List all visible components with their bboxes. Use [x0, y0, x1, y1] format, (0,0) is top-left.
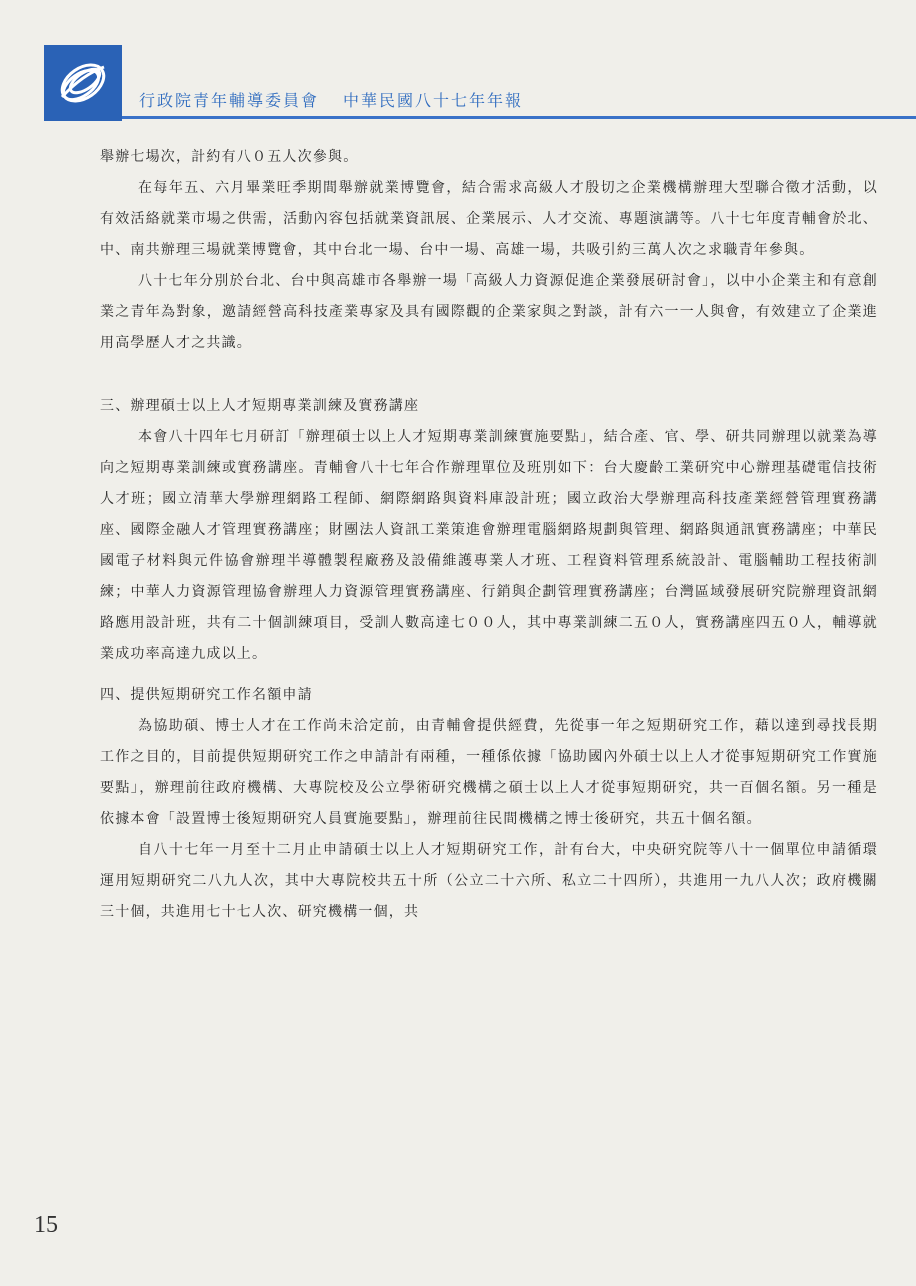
header-publication: 中華民國八十七年年報 [343, 91, 524, 110]
section-heading: 四、提供短期研究工作名額申請 [100, 687, 313, 703]
spacer [100, 670, 878, 680]
page-header [139, 88, 523, 111]
spacer [100, 359, 878, 391]
page-number: 15 [34, 1212, 58, 1238]
document-body [100, 142, 878, 928]
logo [44, 45, 122, 121]
header-org: 行政院青年輔導委員會 [139, 91, 320, 110]
logo-emblem-icon [44, 45, 122, 121]
section-heading: 三、辦理碩士以上人才短期專業訓練及實務講座 [100, 398, 420, 414]
header-rule [122, 116, 916, 119]
paragraph: 在每年五、六月畢業旺季期間舉辦就業博覽會，結合需求高級人才殷切之企業機構辦理大型聯合徵才活動，以有效活絡就業市場之供需，活動內容包括就業資訊展、企業展示、人才交流、專題演講等。八十七年度青輔會於北、中、南共辦理三場就業博覽會，其中台北一場、台中一場、高雄一場，共吸引約三萬人次之求職青年參與。 [100, 180, 878, 258]
paragraph: 為協助碩、博士人才在工作尚未洽定前，由青輔會提供經費，先從事一年之短期研究工作，藉以達到尋找長期工作之目的，目前提供短期研究工作之申請計有兩種，一種係依據「協助國內外碩士以上人才從事短期研究工作實施要點」，辦理前往政府機構、大專院校及公立學術研究機構之碩士以上人才從事短期研究，共一百個名額。另一種是依據本會「設置博士後短期研究人員實施要點」，辦理前往民間機構之博士後研究，共五十個名額。 [100, 718, 878, 827]
paragraph: 八十七年分別於台北、台中與高雄市各舉辦一場「高級人力資源促進企業發展研討會」，以中小企業主和有意創業之青年為對象，邀請經營高科技產業專家及具有國際觀的企業家與之對談，計有六一一人與會，有效建立了企業進用高學歷人才之共識。 [100, 273, 878, 351]
paragraph: 自八十七年一月至十二月止申請碩士以上人才短期研究工作，計有台大，中央研究院等八十一個單位申請循環運用短期研究二八九人次，其中大專院校共五十所（公立二十六所、私立二十四所），共進用一九八人次；政府機關三十個，共進用七十七人次、研究機構一個，共 [100, 842, 878, 920]
paragraph: 舉辦七場次，計約有八０五人次參與。 [100, 149, 359, 165]
paragraph: 本會八十四年七月研訂「辦理碩士以上人才短期專業訓練實施要點」，結合產、官、學、研共同辦理以就業為導向之短期專業訓練或實務講座。青輔會八十七年合作辦理單位及班別如下：台大慶齡工業研究中心辦理基礎電信技術人才班；國立清華大學辦理網路工程師、網際網路與資料庫設計班；國立政治大學辦理高科技產業經營管理實務講座、國際金融人才管理實務講座；財團法人資訊工業策進會辦理電腦網路規劃與管理、網路與通訊實務講座；中華民國電子材料與元件協會辦理半導體製程廠務及設備維護專業人才班、工程資料管理系統設計、電腦輔助工程技術訓練；中華人力資源管理協會辦理人力資源管理實務講座、行銷與企劃管理實務講座；台灣區域發展研究院辦理資訊網路應用設計班，共有二十個訓練項目，受訓人數高達七００人，其中專業訓練二五０人，實務講座四五０人，輔導就業成功率高達九成以上。 [100, 429, 878, 662]
